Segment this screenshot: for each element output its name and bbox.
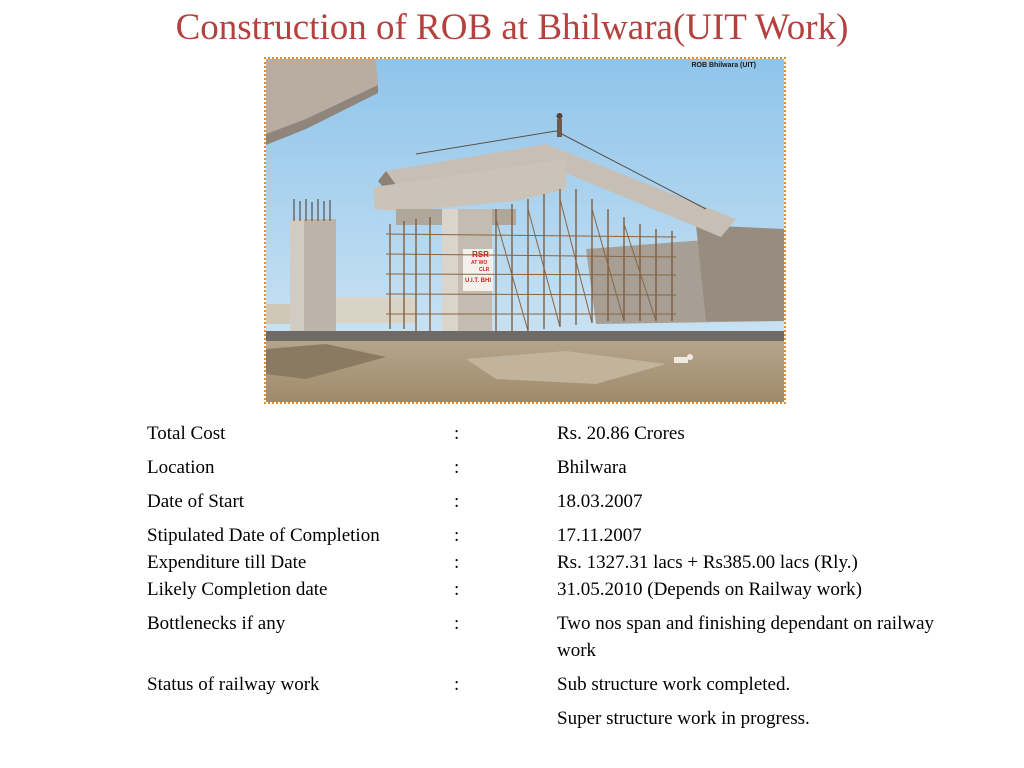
detail-value: Sub structure work completed. bbox=[557, 674, 791, 695]
sign-text-line4: U.I.T. BHI bbox=[465, 278, 492, 284]
detail-label: Status of railway work bbox=[147, 674, 320, 695]
photo-caption: ROB Bhilwara (UIT) bbox=[691, 62, 756, 69]
detail-row-location bbox=[147, 454, 967, 481]
detail-separator: : bbox=[454, 457, 460, 478]
detail-separator: : bbox=[454, 552, 460, 573]
detail-label: Date of Start bbox=[147, 491, 245, 512]
detail-label: Likely Completion date bbox=[147, 579, 328, 600]
slide-title: Construction of ROB at Bhilwara(UIT Work) bbox=[175, 7, 849, 48]
detail-label: Stipulated Date of Completion bbox=[147, 525, 380, 546]
detail-row-bottlenecks bbox=[147, 610, 967, 664]
detail-label: Expenditure till Date bbox=[147, 552, 307, 573]
detail-row-stipulated-completion bbox=[147, 522, 967, 549]
detail-separator: : bbox=[454, 579, 460, 600]
project-details bbox=[147, 420, 967, 732]
detail-value: 31.05.2010 (Depends on Railway work) bbox=[557, 579, 863, 600]
detail-label: Total Cost bbox=[147, 423, 226, 444]
detail-row-total-cost bbox=[147, 420, 967, 447]
detail-label: Location bbox=[147, 457, 215, 478]
detail-value: 18.03.2007 bbox=[557, 491, 643, 512]
detail-value: Rs. 20.86 Crores bbox=[557, 423, 685, 444]
detail-row-railway-status bbox=[147, 671, 967, 698]
detail-separator: : bbox=[454, 491, 460, 512]
sign-text-line2: AT WO bbox=[471, 260, 488, 266]
detail-value: Two nos span and finishing dependant on railway work bbox=[557, 613, 935, 661]
detail-label: Bottlenecks if any bbox=[147, 613, 286, 634]
sign-text-line1: RSR bbox=[472, 250, 489, 259]
detail-value: Rs. 1327.31 lacs + Rs385.00 lacs (Rly.) bbox=[557, 552, 858, 573]
detail-row-likely-completion bbox=[147, 576, 967, 603]
detail-row-railway-status-continued bbox=[147, 705, 967, 732]
detail-value: Super structure work in progress. bbox=[557, 708, 810, 729]
bridge-construction-image bbox=[266, 59, 784, 402]
detail-separator: : bbox=[454, 525, 460, 546]
detail-separator: : bbox=[454, 423, 460, 444]
detail-separator: : bbox=[454, 613, 460, 634]
detail-value: Bhilwara bbox=[557, 457, 627, 478]
detail-row-expenditure bbox=[147, 549, 967, 576]
detail-value: 17.11.2007 bbox=[557, 525, 642, 546]
construction-photo bbox=[264, 57, 786, 404]
sign-text-line3: CLR bbox=[479, 267, 490, 273]
detail-separator: : bbox=[454, 674, 460, 695]
detail-row-date-of-start bbox=[147, 488, 967, 515]
